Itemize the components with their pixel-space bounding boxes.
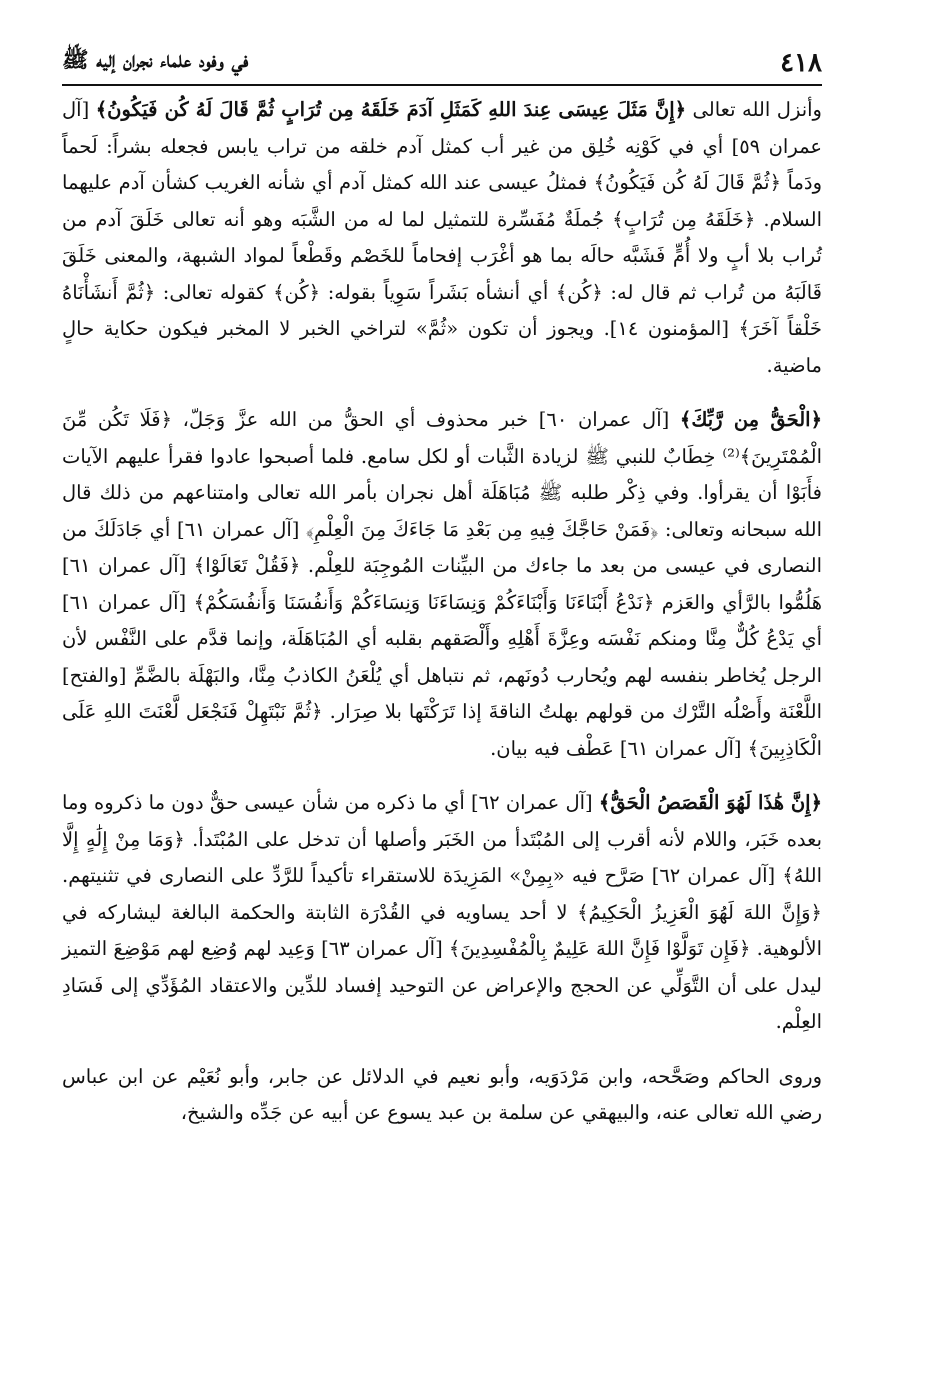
- paragraph-2: [62, 402, 822, 767]
- page-number: ٤١٨: [780, 48, 822, 78]
- paragraph-lead: وروى الحاكم وصَحَّحه، وابن مَرْدَوَيه، وأبو نعيم في الدلائل عن جابر، وأبو نُعَيْم عن ابن عباس رضي الله تعالى عنه، والبيهقي عن سلمة بن عبد يسوع عن أبيه عن جَدِّه والشيخ،: [62, 1064, 822, 1124]
- paragraph-text: [آل عمران ٦٢] أي ما ذكره من شأن عيسى حقٌّ دون ما ذكروه وما بعده خَبَر، واللام لأنه أقرب إلى المُبْتَدأ من الخَبَر وأصلها أن تدخل على المُبْتَدأ. ﴿وَمَا مِنْ إِلَٰهٍ إِلَّا اللهُ﴾ [آل عمران ٦٢] صَرَّح فيه «بِمِنْ» المَزِيدَة للاستقراء تأكيداً للرَّدِّ على النصارى في تثنيتهم. ﴿وَإِنَّ اللهَ لَهُوَ الْعَزِيزُ الْحَكِيمُ﴾ لا أحد يساويه في القُدْرَة الثابتة والحكمة البالغة ليشاركه في الألوهية. ﴿فَإِن تَوَلَّوْا فَإِنَّ اللهَ عَلِيمٌ بِالْمُفْسِدِينَ﴾ [آل عمران ٦٣] وَعِيد لهم وُضِع لهم مَوْضِعَ التميز ليدل على أن التَّوَلِّي عن الحجج والإعراض عن التوحيد إفساد للدِّين والاعتقاد المُؤَدِّي إلى فَسَادِ العِلْم.: [61, 791, 822, 1033]
- page-body: [62, 92, 822, 1150]
- paragraph-text: [آل عمران ٦٠] خبر محذوف أي الحقُّ من الله عزَّ وَجَلّ، ﴿فَلَا تَكُن مِّنَ الْمُمْتَرِينَ﴾⁽²⁾ خِطَابٌ للنبي ﷺ لزيادة الثَّبات أو لكل سامع. فلما أصبحوا عادوا فقرأ عليهم الآيات فأَبَوْا أن يقرأوا. وفي ذِكْر طلبه ﷺ مُبَاهَلَة أهل نجران بأمر الله تعالى وامتناعهم من ذلك قال الله سبحانه وتعالى: ﴿فَمَنْ حَاجَّكَ فِيهِ مِن بَعْدِ مَا جَاءَكَ مِنَ الْعِلْمِ﴾ [آل عمران ٦١] أي جَادَلَكَ من النصارى في عيسى من بعد ما جاءك من البيِّنات المُوجِبَة للعِلْم. ﴿فَقُلْ تَعَالَوْا﴾ [آل عمران ٦١] هَلُمُّوا بالرَّأي والعَزم ﴿نَدْعُ أَبْنَاءَنَا وَأَبْنَاءَكُمْ وَنِسَاءَنَا وَنِسَاءَكُمْ وَأَنفُسَنَا وَأَنفُسَكُمْ﴾ [آل عمران ٦١] أي يَدْعُ كُلٌّ مِنَّا ومنكم نَفْسَه وعِزَّةَ أَهْلِهِ وأَلْصَقهم بقلبه أي المُبَاهَلَة، وإنما قدَّم على النَّفْس لأن الرجل يُخاطر بنفسه لهم ويُحارب دُونَهم، ثم نتباهل أي يُلْعَنُ الكاذبُ مِنَّا، والبَهْلَة بالضَّمِّ [والفتح] اللَّعْنَة وأَصْلُه التَّرْك من قولهم بهلتُ الناقةَ إذا تَرَكْتَها بلا صِرَار. ﴿ثُمَّ نَبْتَهِلْ فَنَجْعَل لَّعْنَتَ اللهِ عَلَى الْكَاذِبِينَ﴾ [آل عمران ٦١] عَطْف فيه بيان.: [62, 408, 823, 760]
- paragraph-4: [62, 1059, 822, 1132]
- quran-verse: ﴿إِنَّ مَثَلَ عِيسَى عِندَ اللهِ كَمَثَلِ آدَمَ خَلَقَهُ مِن تُرَابٍ ثُمَّ قَالَ لَهُ كُن فَيَكُونُ﴾: [95, 98, 687, 121]
- paragraph-3: [62, 785, 822, 1041]
- quran-verse: ﴿الْحَقُّ مِن رَّبِّكَ﴾: [679, 408, 822, 431]
- page-header: [62, 40, 822, 86]
- running-title: في وفود علماء نجران إليه ﷺ: [62, 47, 249, 73]
- paragraph-1: [62, 92, 822, 384]
- paragraph-text: [آل عمران ٥٩] أي في كَوْنِه خُلِق من غير أب كمثل آدم خلقه من تراب يابس فجعله بشراً: لَحماً ودَماً ﴿ثُمَّ قَالَ لَهُ كُن فَيَكُونُ﴾ فمثلُ عيسى عند الله كمثل آدم أي شأنه الغريب كشأن آدم عليهما السلام. ﴿خَلَقَهُ مِن تُرَابٍ﴾ جُملَةٌ مُفَسِّرة للتمثيل لما له من الشَّبَه وهو أنه تعالى خَلَقَ آدم من تُراب بلا أبٍ ولا أُمٍّ فَشَبَّه حالَه بما هو أغْرَب إفحاماً للخَصْم وقَطْعاً لمواد الشبهة، والمعنى خَلَقَ قَالَبَهُ من تُراب ثم قال له: ﴿كُن﴾ أي أنشأه بَشَراً سَوِياً بقوله: ﴿كُن﴾ كقوله تعالى: ﴿ثُمَّ أَنشَأْنَاهُ خَلْقاً آخَرَ﴾ [المؤمنون ١٤]. ويجوز أن تكون «ثُمَّ» لتراخي الخبر لا المخبر فيكون حكاية حالٍ ماضية.: [62, 98, 822, 377]
- quran-verse: ﴿إِنَّ هَٰذَا لَهُوَ الْقَصَصُ الْحَقُّ﴾: [598, 791, 822, 814]
- paragraph-lead: وأنزل الله تعالى: [686, 98, 822, 121]
